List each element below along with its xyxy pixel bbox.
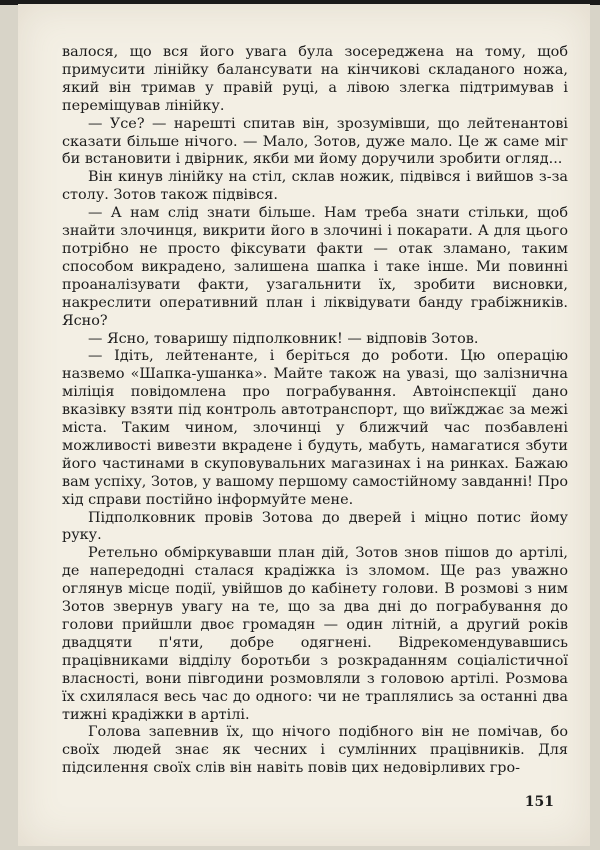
book-page xyxy=(18,4,590,846)
paragraph-3: Він кинув лінійку на стіл, склав ножик, підвівся і вийшов з-за столу. Зотов також підвівся. xyxy=(62,169,568,204)
paragraph-9: Голова запевнив їх, що нічого подібного він не помічав, бо своїх людей знає як чесних і сумлінних працівників. Для підсилення своїх слів він навіть повів цих недовірливих гро- xyxy=(62,724,568,777)
page-text xyxy=(62,44,568,778)
paragraph-5: — Ясно, товаришу підполковник! — відповів Зотов. xyxy=(88,330,479,347)
paragraph-6: — Ідіть, лейтенанте, і беріться до роботи. Цю операцію назвемо «Шапка-ушанка». Майте також на увазі, що залізнична міліція повідомлена про пограбування. Автоінспекції дано вказівку взяти під контроль автотранспорт, що виїжджає за межі міста. Таким чином, злочинці у ближчий час позбавлені можливості вивезти вкрадене і будуть, мабуть, намагатися збути його частинами в скуповувальних магазинах і на ринках. Бажаю вам успіху, Зотов, у вашому першому самостійному завданні! Про хід справи постійно інформуйте мене. xyxy=(62,348,568,508)
paragraph-1: валося, що вся його увага була зосереджена на тому, щоб примусити лінійку балансувати на кінчикові складаного ножа, який він тримав у правій руці, а лівою злегка підтримував і переміщував лінійку. xyxy=(62,44,568,114)
page-number: 151 xyxy=(524,794,554,810)
paragraph-2: — Усе? — нарешті спитав він, зрозумівши, що лейтенантові сказати більше нічого. — Мало, Зотов, дуже мало. Це ж саме міг би встановити і двірник, якби ми йому доручили зробити огляд... xyxy=(62,115,568,168)
paragraph-8: Ретельно обміркувавши план дій, Зотов знов пішов до артілі, де напередодні сталася крадіжка із зломом. Ще раз уважно оглянув місце події, увійшов до кабінету голови. В розмові з ним Зотов звернув увагу на те, що за два дні до пограбування до голови прийшли двоє громадян — один літній, а другий років двадцяти п'яти, добре одягнені. Відрекомендувавшись працівниками відділу боротьби з розкраданням соціалістичної власності, вони півгодини розмовляли з головою артілі. Розмова їх схилялася весь час до одного: чи не траплялись за останні два тижні крадіжки в артілі. xyxy=(62,545,568,723)
paragraph-7: Підполковник провів Зотова до дверей і міцно потис йому руку. xyxy=(62,509,568,544)
paragraph-4: — А нам слід знати більше. Нам треба знати стільки, щоб знайти злочинця, викрити його в злочині і покарати. А для цього потрібно не просто фіксувати факти — отак зламано, таким способом викрадено, залишена шапка і таке інше. Ми повинні проаналізувати факти, узагальнити їх, зробити висновки, накреслити оперативний план і ліквідувати банду грабіжників. Ясно? xyxy=(62,205,568,329)
